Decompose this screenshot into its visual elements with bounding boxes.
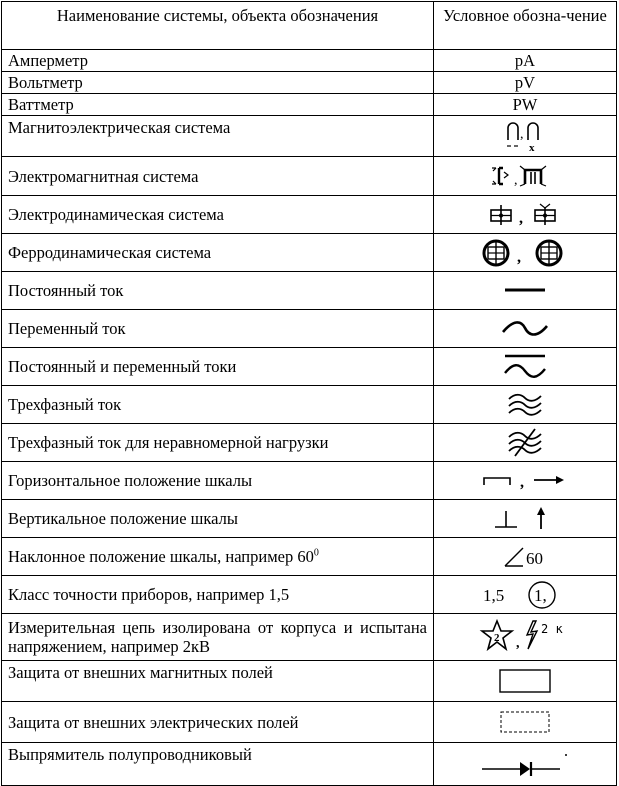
row-name: Трехфазный ток	[2, 386, 434, 424]
table-row	[2, 424, 617, 462]
row-name: Защита от внешних магнитных полей	[2, 661, 434, 702]
row-name: Постоянный и переменный токи	[2, 348, 434, 386]
svg-text:,: ,	[514, 173, 518, 188]
symbol-voltmeter: pV	[434, 72, 617, 94]
row-name: Переменный ток	[2, 310, 434, 348]
row-name: Электродинамическая система	[2, 196, 434, 234]
svg-text:,: ,	[520, 127, 524, 142]
table-row	[2, 702, 617, 743]
symbol-wattmeter: PW	[434, 94, 617, 116]
row-name: Защита от внешних электрических полей	[2, 702, 434, 743]
svg-text:,: ,	[516, 636, 520, 651]
header-name: Наименование системы, объекта обозначения	[2, 2, 434, 50]
row-name: Трехфазный ток для неравномерной нагрузки	[2, 424, 434, 462]
electromagnetic-icon	[485, 162, 565, 190]
table-row	[2, 94, 617, 116]
vertical-scale-icon	[475, 505, 575, 533]
header-symbol: Условное обозна-чение	[434, 2, 617, 50]
accuracy-value: 1,5	[483, 585, 505, 605]
electric-shield-icon	[490, 707, 560, 737]
symbol-sub-x: x	[529, 142, 535, 154]
table-row	[2, 743, 617, 786]
row-name: Класс точности приборов, например 1,5	[2, 576, 434, 614]
svg-text:,: ,	[517, 248, 521, 266]
row-name: Измерительная цепь изолирована от корпуса и испытана напряжением, например 2кВ	[2, 614, 434, 661]
bolt-value: 2 к	[541, 622, 563, 636]
star-value: 2	[494, 632, 500, 644]
row-name: Постоянный ток	[2, 272, 434, 310]
symbols-table	[1, 1, 617, 786]
symbol-ammeter: pA	[434, 50, 617, 72]
table-row	[2, 72, 617, 94]
row-name: Выпрямитель полупроводниковый	[2, 743, 434, 786]
inclined-value: 60	[526, 548, 543, 568]
ac-icon	[495, 318, 555, 340]
table-row	[2, 310, 617, 348]
accuracy-class-icon	[465, 579, 585, 611]
three-phase-unbalanced-icon	[495, 428, 555, 458]
svg-text:,: ,	[519, 209, 523, 227]
dc-ac-icon	[495, 351, 555, 383]
table-row	[2, 661, 617, 702]
row-name: Амперметр	[2, 50, 434, 72]
table-row	[2, 234, 617, 272]
table-header	[2, 2, 617, 50]
table-row	[2, 386, 617, 424]
inclined-scale-icon	[475, 543, 575, 571]
rectifier-icon	[470, 747, 580, 781]
row-name: Ваттметр	[2, 94, 434, 116]
dc-icon	[495, 281, 555, 301]
row-name: Электромагнитная система	[2, 157, 434, 196]
horizontal-scale-icon	[470, 470, 580, 492]
ferrodynamic-icon	[470, 237, 580, 269]
table-row	[2, 116, 617, 157]
row-name: Ферродинамическая система	[2, 234, 434, 272]
table-row	[2, 50, 617, 72]
table-row	[2, 272, 617, 310]
insulation-test-icon	[465, 617, 585, 657]
table-row	[2, 462, 617, 500]
svg-text:,: ,	[520, 473, 524, 491]
table-row	[2, 157, 617, 196]
electrodynamic-icon	[479, 201, 571, 229]
row-name: Вертикальное положение шкалы	[2, 500, 434, 538]
table-row	[2, 196, 617, 234]
row-name: Магнитоэлектрическая система	[2, 116, 434, 157]
degree-sup: 0	[313, 547, 319, 559]
table-row	[2, 538, 617, 576]
table-row	[2, 576, 617, 614]
row-name: Вольтметр	[2, 72, 434, 94]
magnetoelectric-icon	[495, 118, 555, 154]
table-row	[2, 500, 617, 538]
row-name: Горизонтальное положение шкалы	[2, 462, 434, 500]
magnetic-shield-icon	[490, 665, 560, 697]
accuracy-circled-value: 1,	[534, 585, 547, 605]
table-row	[2, 614, 617, 661]
row-name: Наклонное положение шкалы, например 60	[8, 547, 314, 566]
three-phase-icon	[495, 390, 555, 420]
table-row	[2, 348, 617, 386]
